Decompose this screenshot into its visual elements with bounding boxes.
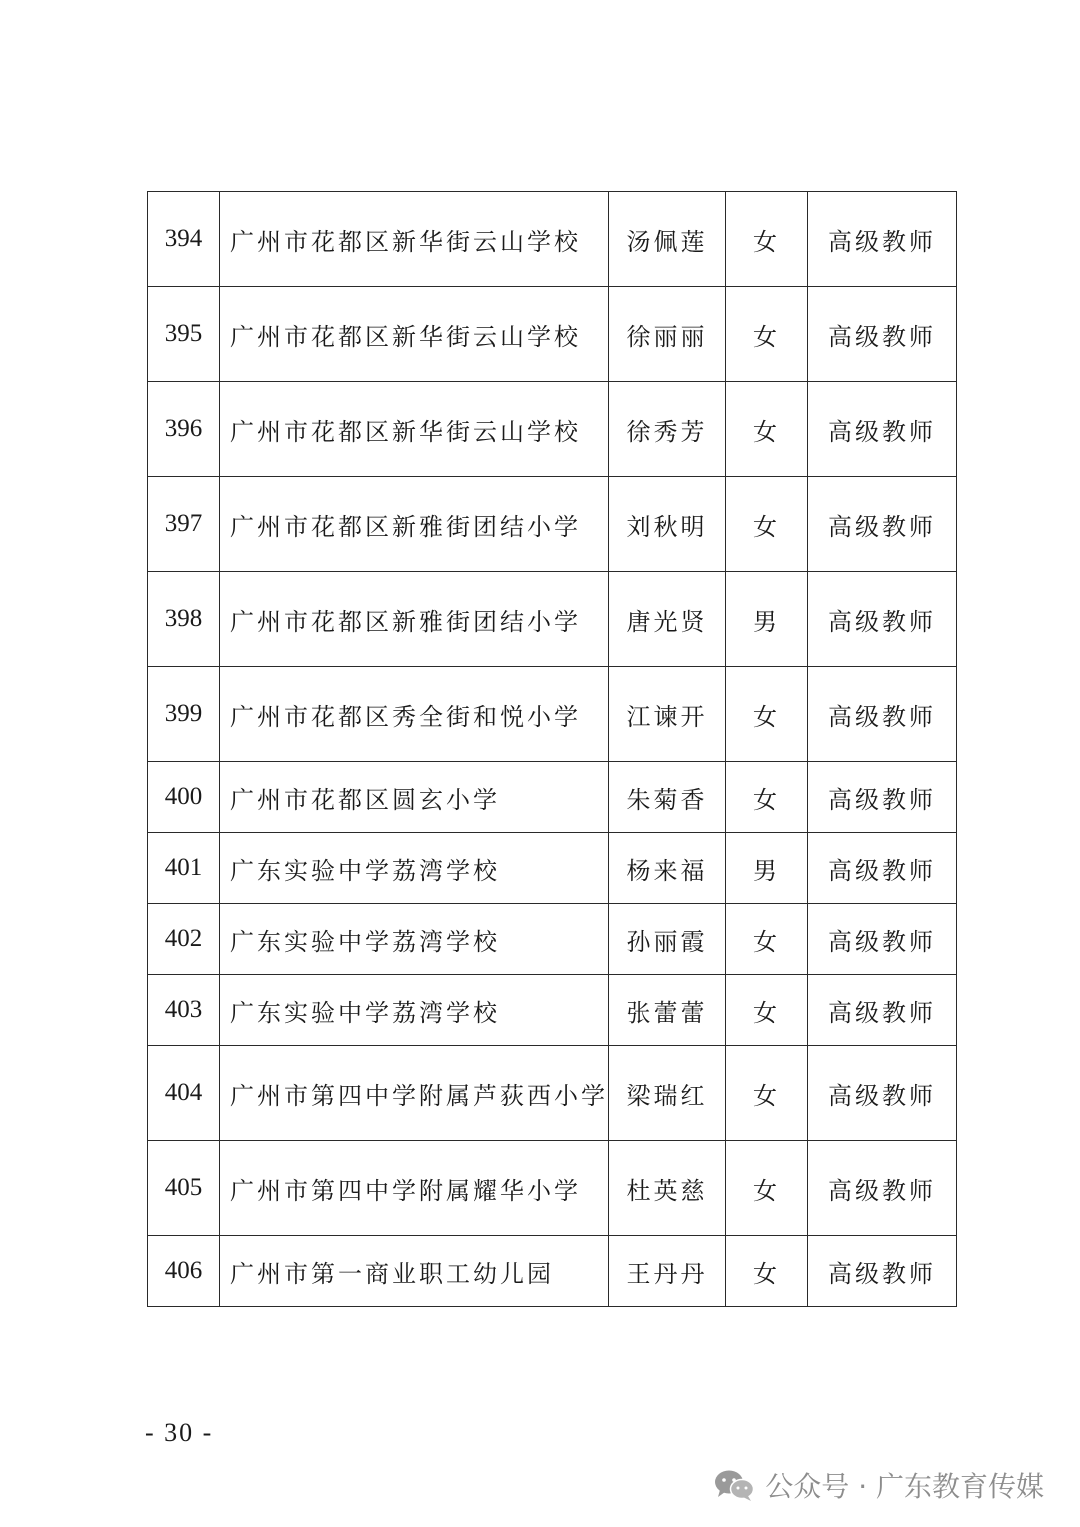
wechat-icon (713, 1468, 755, 1502)
teacher-gender: 女 (726, 762, 808, 833)
table-row (148, 1236, 957, 1307)
table-row (148, 833, 957, 904)
teacher-gender: 女 (726, 904, 808, 975)
table-row (148, 477, 957, 572)
teacher-gender: 女 (726, 1236, 808, 1307)
school-name: 广州市花都区新雅街团结小学 (220, 572, 609, 667)
row-number: 402 (148, 904, 220, 975)
row-number: 403 (148, 975, 220, 1046)
teacher-gender: 女 (726, 382, 808, 477)
teacher-name: 唐光贤 (609, 572, 726, 667)
school-name: 广州市第四中学附属芦荻西小学 (220, 1046, 609, 1141)
teacher-title: 高级教师 (808, 667, 957, 762)
teacher-name: 刘秋明 (609, 477, 726, 572)
teacher-gender: 女 (726, 1046, 808, 1141)
row-number: 406 (148, 1236, 220, 1307)
table-row (148, 382, 957, 477)
school-name: 广东实验中学荔湾学校 (220, 904, 609, 975)
teacher-title: 高级教师 (808, 287, 957, 382)
teacher-gender: 男 (726, 833, 808, 904)
row-number: 395 (148, 287, 220, 382)
school-name: 广州市花都区秀全街和悦小学 (220, 667, 609, 762)
school-name: 广州市第一商业职工幼儿园 (220, 1236, 609, 1307)
teacher-name: 孙丽霞 (609, 904, 726, 975)
row-number: 397 (148, 477, 220, 572)
teacher-title: 高级教师 (808, 382, 957, 477)
row-number: 400 (148, 762, 220, 833)
row-number: 396 (148, 382, 220, 477)
teacher-title: 高级教师 (808, 975, 957, 1046)
row-number: 405 (148, 1141, 220, 1236)
school-name: 广东实验中学荔湾学校 (220, 833, 609, 904)
teacher-title: 高级教师 (808, 1046, 957, 1141)
table-row (148, 667, 957, 762)
teacher-title: 高级教师 (808, 904, 957, 975)
school-name: 广州市花都区新雅街团结小学 (220, 477, 609, 572)
row-number: 404 (148, 1046, 220, 1141)
table-row (148, 1141, 957, 1236)
table-row (148, 975, 957, 1046)
table-row (148, 287, 957, 382)
teacher-name: 徐丽丽 (609, 287, 726, 382)
row-number: 394 (148, 192, 220, 287)
teacher-title: 高级教师 (808, 477, 957, 572)
school-name: 广州市花都区圆玄小学 (220, 762, 609, 833)
teacher-gender: 男 (726, 572, 808, 667)
teacher-title: 高级教师 (808, 1236, 957, 1307)
row-number: 398 (148, 572, 220, 667)
teacher-gender: 女 (726, 287, 808, 382)
teacher-title: 高级教师 (808, 762, 957, 833)
teacher-name: 杨来福 (609, 833, 726, 904)
table-row (148, 904, 957, 975)
table-row (148, 762, 957, 833)
table-row (148, 192, 957, 287)
teacher-name: 江谏开 (609, 667, 726, 762)
school-name: 广州市花都区新华街云山学校 (220, 287, 609, 382)
teacher-name: 朱菊香 (609, 762, 726, 833)
watermark (713, 1465, 1044, 1505)
teacher-name: 徐秀芳 (609, 382, 726, 477)
teacher-title: 高级教师 (808, 833, 957, 904)
teacher-name: 杜英慈 (609, 1141, 726, 1236)
teacher-name: 汤佩莲 (609, 192, 726, 287)
school-name: 广东实验中学荔湾学校 (220, 975, 609, 1046)
teacher-gender: 女 (726, 192, 808, 287)
teacher-name: 张蕾蕾 (609, 975, 726, 1046)
teacher-title: 高级教师 (808, 1141, 957, 1236)
table-row (148, 1046, 957, 1141)
teacher-title: 高级教师 (808, 572, 957, 667)
teacher-gender: 女 (726, 1141, 808, 1236)
teacher-list-table (147, 191, 957, 1307)
teacher-gender: 女 (726, 975, 808, 1046)
teacher-title: 高级教师 (808, 192, 957, 287)
row-number: 399 (148, 667, 220, 762)
page-number: - 30 - (145, 1418, 214, 1447)
watermark-text: 公众号 · 广东教育传媒 (765, 1470, 1044, 1503)
teacher-name: 王丹丹 (609, 1236, 726, 1307)
school-name: 广州市第四中学附属耀华小学 (220, 1141, 609, 1236)
table-row (148, 572, 957, 667)
row-number: 401 (148, 833, 220, 904)
school-name: 广州市花都区新华街云山学校 (220, 192, 609, 287)
school-name: 广州市花都区新华街云山学校 (220, 382, 609, 477)
teacher-gender: 女 (726, 667, 808, 762)
teacher-gender: 女 (726, 477, 808, 572)
teacher-name: 梁瑞红 (609, 1046, 726, 1141)
